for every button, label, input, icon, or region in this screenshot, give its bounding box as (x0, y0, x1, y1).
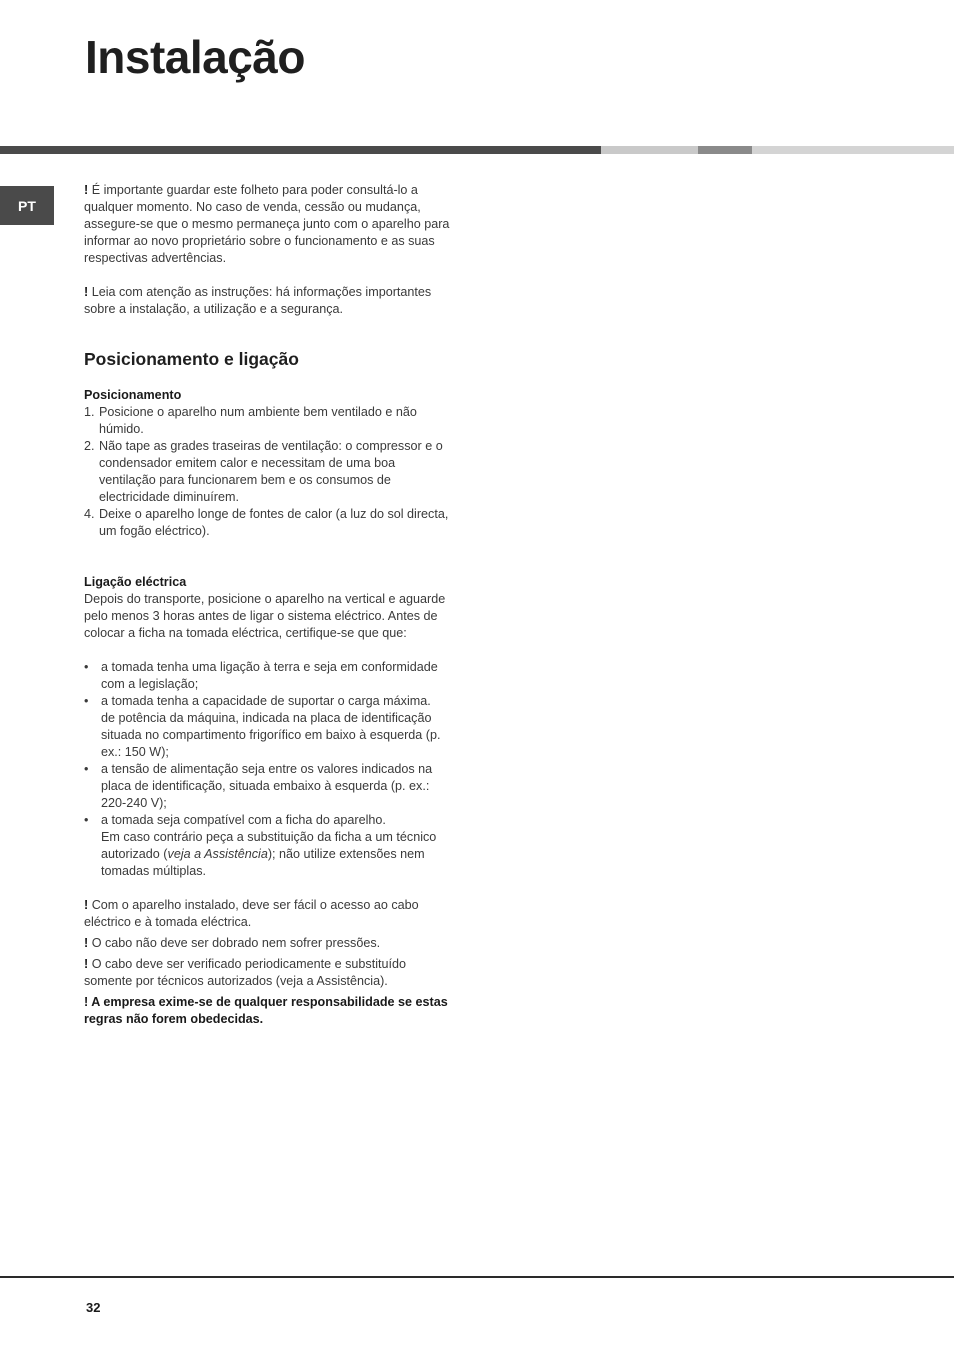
bullet: • (84, 694, 89, 708)
electrical-heading: Ligação eléctrica (84, 575, 187, 589)
warning-mark: ! (84, 995, 89, 1009)
positioning-list (84, 404, 452, 540)
intro-paragraph (84, 182, 452, 267)
warning-text: O cabo deve ser verificado periodicamente e substituído somente por técnicos autorizados (veja a Assistência). (84, 957, 407, 988)
warning-note (84, 956, 452, 990)
list-item (84, 761, 452, 812)
section-title: Posicionamento e ligação (84, 349, 299, 369)
main-content (84, 182, 452, 1028)
page-title: Instalação (85, 31, 305, 83)
bullet: • (84, 762, 89, 776)
intro-text: É importante guardar este folheto para poder consultá-lo a qualquer momento. No caso de venda, cessão ou mudança, assegure-se que o mesmo permaneça junto com o aparelho para informar ao novo proprietário sobre o funcionamento e as suas respectivas advertências. (84, 183, 450, 265)
electrical-intro: Depois do transporte, posicione o aparelho na vertical e aguarde pelo menos 3 horas antes de ligar o sistema eléctrico. Antes de colocar a ficha na tomada eléctrica, certifique-se que que: (84, 592, 446, 640)
warning-note (84, 897, 452, 931)
header-bar-dark (0, 146, 601, 154)
warning-mark: ! (84, 285, 89, 299)
warning-mark: ! (84, 183, 89, 197)
item-text: a tensão de alimentação seja entre os valores indicados na placa de identificação, situada embaixo à esquerda (p. ex.: 220-240 V); (101, 762, 433, 810)
item-number: 2. (84, 439, 95, 453)
list-item (84, 506, 452, 540)
intro-paragraph (84, 284, 452, 318)
list-item (84, 659, 452, 693)
list-item (84, 693, 452, 761)
list-item (84, 812, 452, 880)
item-text: a tomada tenha uma ligação à terra e seja em conformidade com a legislação; (101, 660, 438, 691)
list-item (84, 404, 452, 438)
warning-mark: ! (84, 898, 89, 912)
electrical-checklist (84, 659, 452, 880)
item-number: 4. (84, 507, 95, 521)
footer-rule (0, 1276, 954, 1278)
warning-text: O cabo não deve ser dobrado nem sofrer pressões. (88, 936, 381, 950)
intro-text: Leia com atenção as instruções: há informações importantes sobre a instalação, a utilização e a segurança. (84, 285, 432, 316)
liability-warning (84, 994, 452, 1028)
item-text: Não tape as grades traseiras de ventilação: o compressor e o condensador emitem calor e necessitam de uma boa ventilação para funcionarem bem e os consumos de electricidade diminuírem. (99, 439, 443, 504)
page-number: 32 (86, 1300, 101, 1315)
item-text: ); não utilize extensões nem tomadas múltiplas. (101, 847, 425, 878)
item-text: a tomada tenha a capacidade de suportar o carga máxima. (101, 694, 431, 708)
item-text: Em caso contrário peça a substituição da ficha a um técnico autorizado ( (101, 830, 437, 861)
item-number: 1. (84, 405, 95, 419)
assistance-reference: veja a Assistência (167, 847, 268, 861)
warning-mark: ! (84, 936, 89, 950)
item-text: Posicione o aparelho num ambiente bem ventilado e não húmido. (99, 405, 417, 436)
positioning-heading: Posicionamento (84, 388, 182, 402)
warning-text: A empresa exime-se de qualquer responsabilidade se estas regras não forem obedecidas. (84, 995, 448, 1026)
warning-mark: ! (84, 957, 89, 971)
item-text: de potência da máquina, indicada na placa de identificação situada no compartimento frigorífico em baixo à esquerda (p. ex.: 150 W); (101, 711, 441, 759)
warning-text: Com o aparelho instalado, deve ser fácil o acesso ao cabo eléctrico e à tomada eléctrica. (84, 898, 419, 929)
item-text: a tomada seja compatível com a ficha do aparelho. (101, 813, 386, 827)
bullet: • (84, 660, 89, 674)
item-text: Deixe o aparelho longe de fontes de calor (a luz do sol directa, um fogão eléctrico). (99, 507, 449, 538)
bullet: • (84, 813, 89, 827)
header-bar-light (601, 146, 698, 154)
list-item (84, 438, 452, 506)
header-bar-mid (698, 146, 752, 154)
header-bar-light-end (752, 146, 954, 154)
warning-note (84, 935, 452, 952)
language-tab: PT (0, 186, 54, 225)
